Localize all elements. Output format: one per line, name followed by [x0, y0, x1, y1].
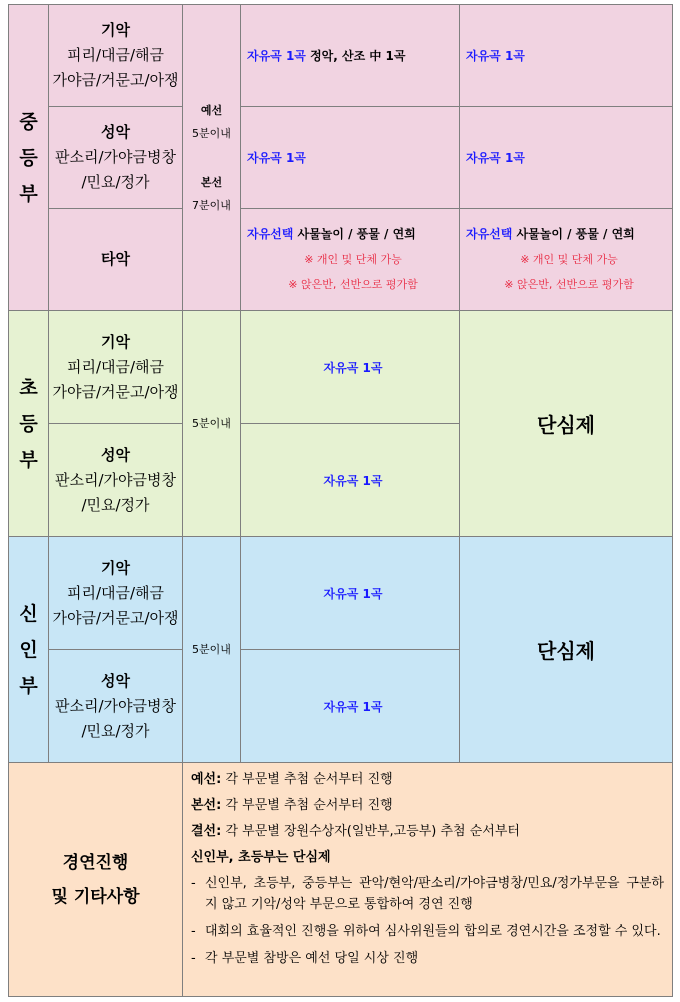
division-elementary-label: 초 등 부: [9, 311, 49, 537]
note-line: 신인부, 초등부는 단심제: [191, 850, 331, 865]
note-bullet: - 신인부, 초등부, 중등부는 관악/현악/판소리/가야금병창/민요/정가부문을 구분하지 않고 기악/성악 부문으로 통합하여 경연 진행: [191, 876, 664, 912]
note-line: 결선: 각 부문별 장원수상자(일반부,고등부) 추첨 순서부터: [191, 824, 520, 839]
single-round-format: 단심제: [460, 311, 673, 537]
category-instrumental: 기악 피리/대금/해금 가야금/거문고/아쟁: [49, 311, 183, 424]
time-limit: 예선 5분이내 본선 7분이내: [183, 5, 241, 311]
division-newcomer-label: 신 인 부: [9, 537, 49, 763]
prelim-instrumental: 자유곡 1곡 정악, 산조 中 1곡: [241, 5, 460, 107]
category-vocal: 성악 판소리/가야금병창 /민요/정가: [49, 650, 183, 763]
competition-table: [8, 4, 673, 997]
elementary-vocal: 자유곡 1곡: [241, 424, 460, 537]
newcomer-instrumental: 자유곡 1곡: [241, 537, 460, 650]
division-middle-label: 중 등 부: [9, 5, 49, 311]
category-vocal: 성악 판소리/가야금병창 /민요/정가: [49, 107, 183, 209]
note-bullet: - 각 부문별 참방은 예선 당일 시상 진행: [191, 951, 419, 966]
single-round-format: 단심제: [460, 537, 673, 763]
category-instrumental: 기악 피리/대금/해금 가야금/거문고/아쟁: [49, 537, 183, 650]
notes-content: [183, 763, 673, 997]
category-vocal: 성악 판소리/가야금병창 /민요/정가: [49, 424, 183, 537]
final-percussion: 자유선택 사물놀이 / 풍물 / 연희 ※ 개인 및 단체 가능 ※ 앉은반, 선반으로 평가함: [460, 209, 673, 311]
notes-title: 경연진행 및 기타사항: [9, 763, 183, 997]
time-limit: 5분이내: [183, 311, 241, 537]
final-vocal: 자유곡 1곡: [460, 107, 673, 209]
final-instrumental: 자유곡 1곡: [460, 5, 673, 107]
newcomer-vocal: 자유곡 1곡: [241, 650, 460, 763]
note-line: 본선: 각 부문별 추첨 순서부터 진행: [191, 798, 393, 813]
category-percussion: 타악: [49, 209, 183, 311]
category-instrumental: 기악 피리/대금/해금 가야금/거문고/아쟁: [49, 5, 183, 107]
note-line: 예선: 각 부문별 추첨 순서부터 진행: [191, 772, 393, 787]
elementary-instrumental: 자유곡 1곡: [241, 311, 460, 424]
time-limit: 5분이내: [183, 537, 241, 763]
prelim-vocal: 자유곡 1곡: [241, 107, 460, 209]
note-bullet: - 대회의 효율적인 진행을 위하여 심사위원들의 합의로 경연시간을 조정할 수 있다.: [191, 924, 661, 939]
prelim-percussion: 자유선택 사물놀이 / 풍물 / 연희 ※ 개인 및 단체 가능 ※ 앉은반, 선반으로 평가함: [241, 209, 460, 311]
